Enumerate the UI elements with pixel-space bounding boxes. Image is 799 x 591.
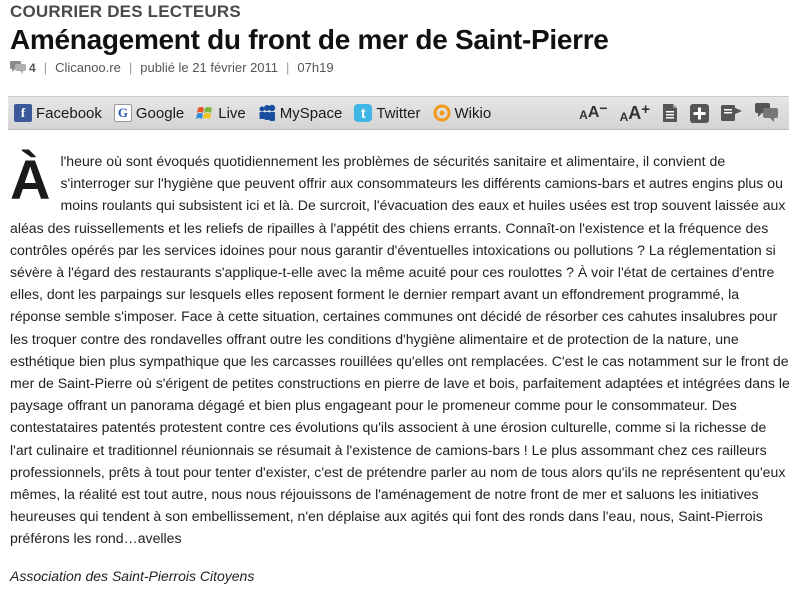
send-icon [721,103,743,123]
meta-separator: | [43,60,48,75]
share-facebook[interactable] [14,104,102,122]
share-label: Google [135,104,185,122]
share-label: Facebook [36,104,102,122]
article-meta [10,60,334,75]
article-paragraph [10,150,790,550]
publish-date: publié le 21 février 2011 [140,60,279,75]
facebook-icon: f [14,104,32,122]
article-title: Aménagement du front de mer de Saint-Pierre [10,24,609,55]
comments-link[interactable] [10,61,36,75]
share-live[interactable] [196,104,246,122]
comment-count: 4 [29,60,36,75]
font-increase-letter: A [619,109,629,124]
share-label: Twitter [376,104,421,122]
myspace-icon [258,104,276,122]
font-increase-letter-big: A [628,102,642,123]
email-button[interactable] [721,103,743,123]
font-increase-button[interactable] [619,100,650,124]
article-tools [579,100,789,124]
plus-sign-icon: + [641,100,650,118]
drop-cap: À [10,148,51,211]
meta-separator: | [286,60,290,75]
share-wikio[interactable] [433,104,492,122]
font-decrease-letter: A [579,108,588,122]
font-decrease-button[interactable] [579,100,608,122]
font-decrease-letter-big: A [587,104,600,121]
share-label: Wikio [454,104,492,122]
meta-separator: | [128,60,133,75]
share-label: MySpace [279,104,343,122]
share-label: Live [218,104,246,122]
plus-icon [690,104,709,123]
share-twitter[interactable] [354,104,420,122]
wikio-icon [433,104,451,122]
print-button[interactable] [662,103,678,123]
share-google[interactable] [114,104,184,122]
article-body [10,150,790,550]
twitter-icon: t [354,104,372,122]
section-kicker: COURRIER DES LECTEURS [10,2,241,21]
comment-icon [10,61,26,74]
publish-time: 07h19 [297,60,334,75]
minus-icon: − [599,100,608,116]
live-icon [196,104,214,122]
comments-icon [755,103,779,123]
comment-button[interactable] [755,103,779,123]
add-button[interactable] [690,104,709,123]
article-text: l'heure où sont évoqués quotidiennement les problèmes de sécurités sanitaire et alimentaire, il convient de s'interroger sur l'hygiène que peuvent offrir aux consommateurs les différents camions-bars et autres engins plus ou moins roulants qui subsistent ici et là. De surcroit, l'évacuation des eaux et huiles usées est trop souvent laissée aux aléas des ruissellements et les reliefs de ripailles à l'appétit des chiens errants. Connaît-on l'existence et la fréquence des contrôles opérés par les services idoines pour nous garantir d'éventuelles intoxications ou pollutions ? La réglementation si sévère à l'égard des restaurants s'applique-t-elle avec la même acuité pour ces roulottes ? À voir l'état de certaines d'entre elles, dont les parpaings sur lesquels elles reposent forment le dernier rempart avant un effondrement programmé, la réponse semble s'imposer. Face à cette situation, certaines communes ont décidé de résorber ces cahutes insalubres pour les troquer contre des rondavelles offrant outre les conditions d'hygiène alimentaire et de protection de la nature, une esthétique bien plus sympathique que les carcasses rouillées qu'elles ont remplacées. C'est le cas notamment sur le front de mer de Saint-Pierre où s'érigent de petites constructions en pierre de lave et bois, parfaitement adaptées et intégrées dans le paysage offrant un panorama dégagé et bien plus engageant pour le promeneur comme pour le consommateur. Des contestataires patentés protestent contre ces évolutions qu'ils associent à une érosion culturelle, comme si la richesse de l'art culinaire et traditionnel réunionnais se résumait à l'existence de camions-bars ! Le plus assommant chez ces railleurs professionnels, prêts à tout pour tenter d'exister, c'est de prétendre parler au nom de tous alors qu'ils ne représentent qu'eux mêmes, la réalité est tout autre, nous nous réjouissons de l'aménagement de notre front de mer et saluons les initiatives heureuses qui tendent à son embellissement, n'en déplaise aux agités qui font des ronds dans l'eau, nous, Saint-Pierrois préférons les rond…avelles [10,153,790,547]
share-myspace[interactable] [258,104,343,122]
share-toolbar [8,96,789,130]
document-icon [662,103,678,123]
google-icon: G [114,104,132,122]
article-signature: Association des Saint-Pierrois Citoyens [10,568,255,584]
source-name: Clicanoo.re [55,60,121,75]
